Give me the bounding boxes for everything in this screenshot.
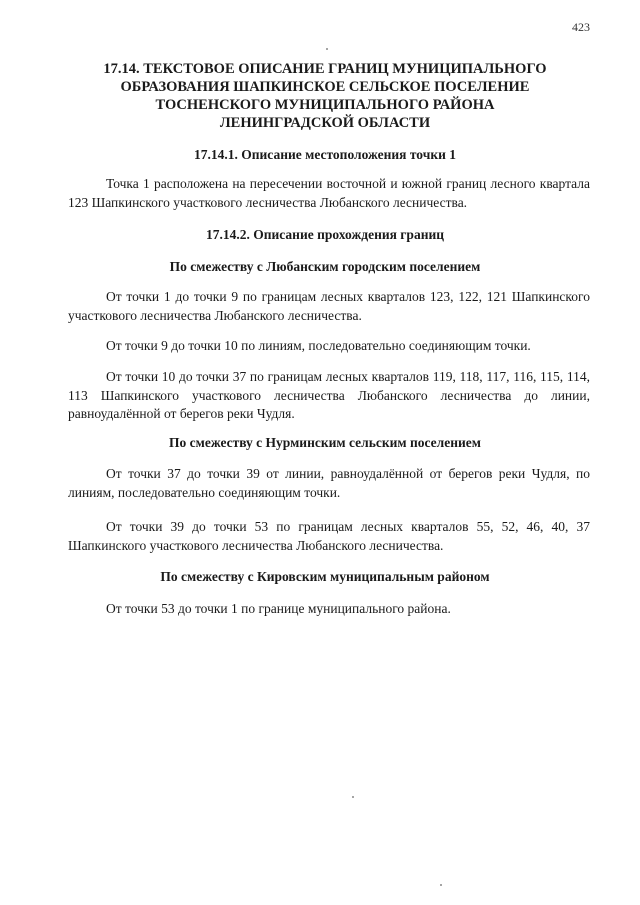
paragraph-points-9-10: От точки 9 до точки 10 по линиям, последовательно соединяющим точки.	[106, 338, 531, 353]
paragraph-points-53-1: От точки 53 до точки 1 по границе муниципального района.	[106, 601, 451, 616]
scan-speck	[326, 48, 328, 50]
section-2-heading: 17.14.2. Описание прохождения границ	[205, 227, 445, 242]
title-line-4: ЛЕНИНГРАДСКОЙ ОБЛАСТИ	[219, 115, 431, 131]
paragraph-points-37-39: От точки 37 до точки 39 от линии, равноудалённой от берегов реки Чудля, по линиям, последовательно соединяющим точки.	[68, 466, 590, 500]
section-1-heading: 17.14.1. Описание местоположения точки 1	[193, 147, 456, 162]
document-title	[60, 60, 590, 132]
page-number: 423	[572, 20, 590, 34]
scan-speck	[352, 796, 354, 798]
paragraph-points-1-9: От точки 1 до точки 9 по границам лесных кварталов 123, 122, 121 Шапкинского участкового лесничества Любанского лесничества.	[68, 289, 590, 323]
subsection-nurma-heading: По смежеству с Нурминским сельским поселением	[169, 435, 481, 450]
scan-speck	[440, 884, 442, 886]
section-1-paragraph: Точка 1 расположена на пересечении восточной и южной границ лесного квартала 123 Шапкинского участкового лесничества Любанского лесничества.	[68, 176, 590, 210]
paragraph-points-10-37: От точки 10 до точки 37 по границам лесных кварталов 119, 118, 117, 116, 115, 114, 113 Шапкинского участкового лесничества Любанского лесничества до линии, равноудалённой от берегов реки Чудля.	[68, 369, 590, 421]
title-line-1: 17.14. ТЕКСТОВОЕ ОПИСАНИЕ ГРАНИЦ МУНИЦИПАЛЬНОГО	[103, 61, 547, 77]
title-line-2: ОБРАЗОВАНИЯ ШАПКИНСКОЕ СЕЛЬСКОЕ ПОСЕЛЕНИЕ	[120, 79, 530, 95]
title-line-3: ТОСНЕНСКОГО МУНИЦИПАЛЬНОГО РАЙОНА	[155, 97, 495, 113]
subsection-kirov-heading: По смежеству с Кировским муниципальным районом	[160, 569, 490, 584]
paragraph-points-39-53: От точки 39 до точки 53 по границам лесных кварталов 55, 52, 46, 40, 37 Шапкинского участкового лесничества Любанского лесничества.	[68, 519, 590, 553]
subsection-lyuban-heading: По смежеству с Любанским городским поселением	[169, 259, 481, 274]
